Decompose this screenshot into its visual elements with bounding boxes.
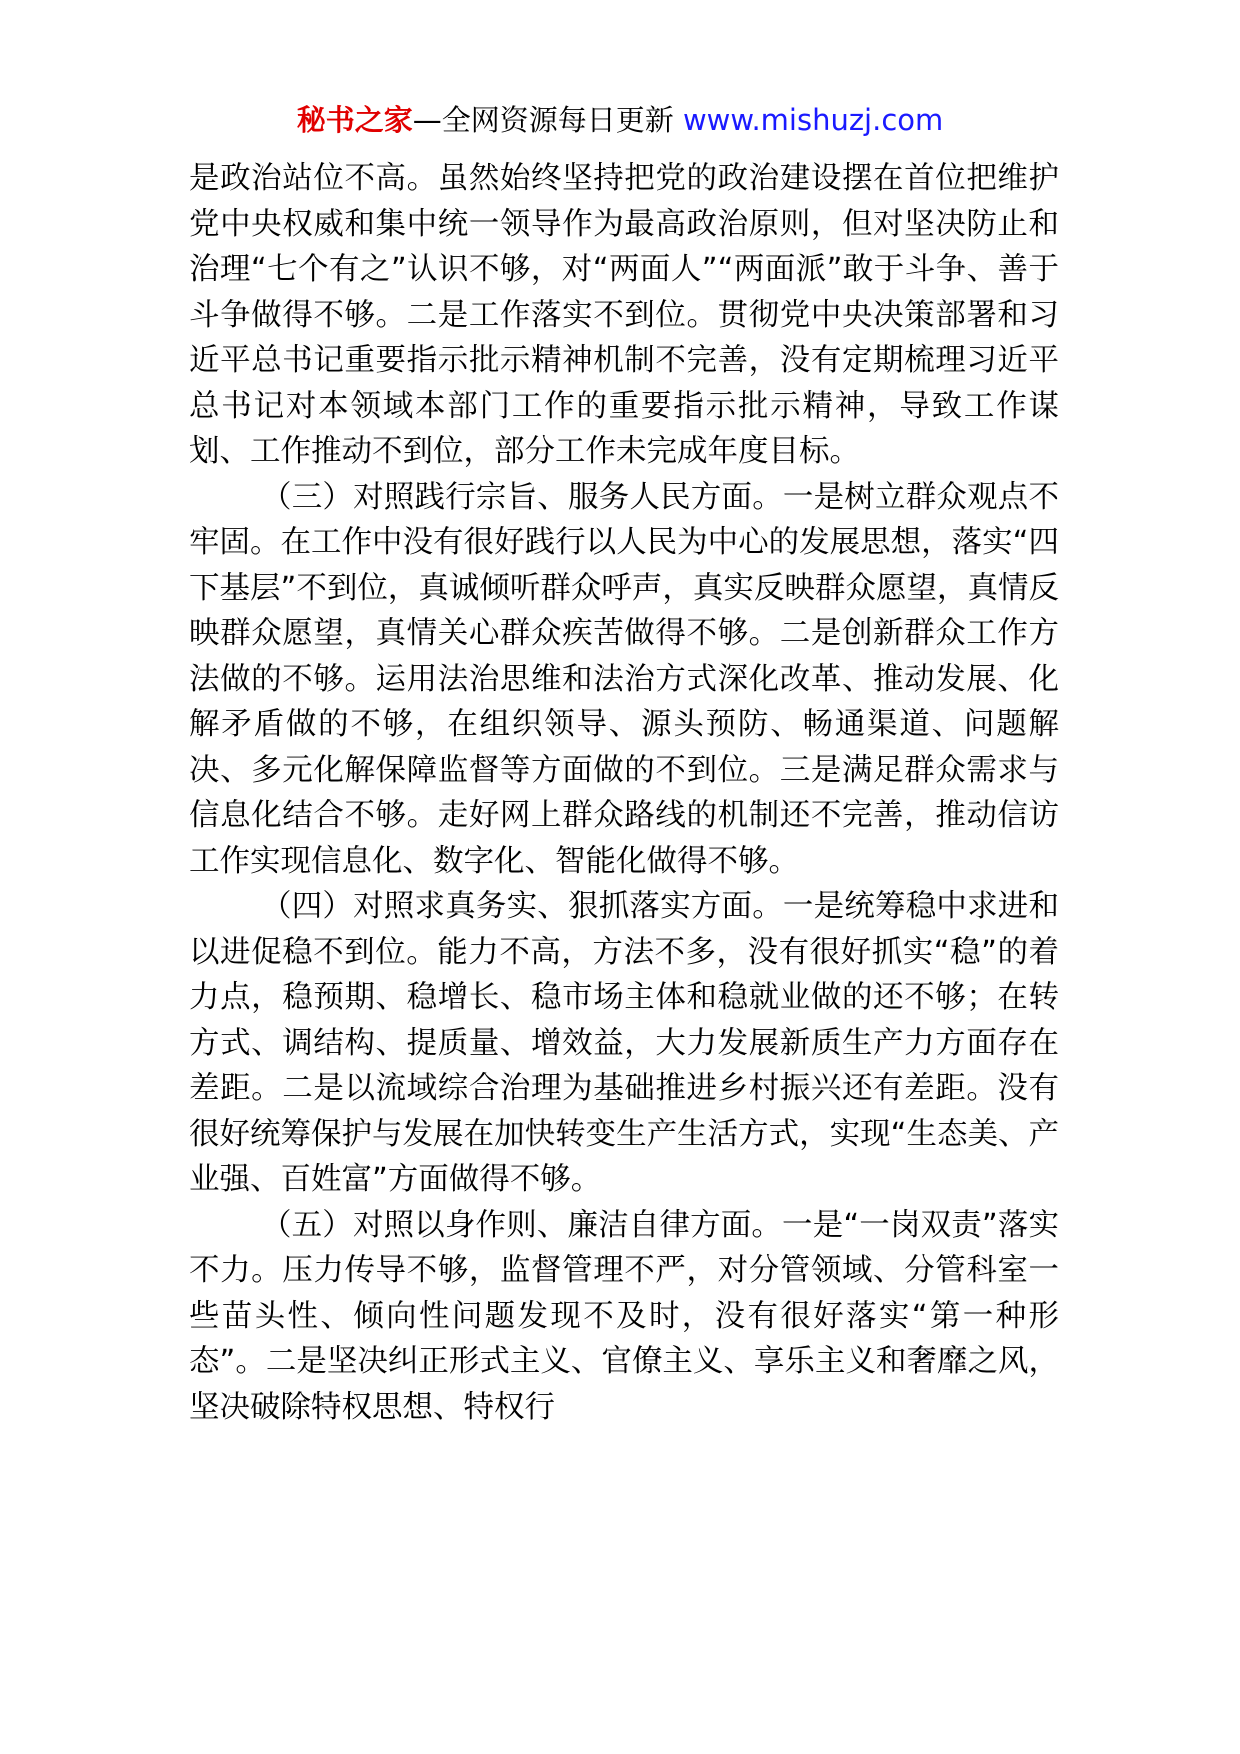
paragraph-section-4: （四）对照求真务实、狠抓落实方面。一是统筹稳中求进和以进促稳不到位。能力不高，方法不多，没有很好抓实“稳”的着力点，稳预期、稳增长、稳市场主体和稳就业做的还不够；在转方式、调结构、提质量、增效益，大力发展新质生产力方面存在差距。二是以流域综合治理为基础推进乡村振兴还有差距。没有很好统筹保护与发展在加快转变生产生活方式，实现“生态美、产业强、百姓富”方面做得不够。	[189, 889, 1059, 1197]
brand-slogan: —全网资源每日更新	[412, 103, 683, 137]
paragraph-section-5: （五）对照以身作则、廉洁自律方面。一是“一岗双责”落实不力。压力传导不够，监督管理不严，对分管领域、分管科室一些苗头性、倾向性问题发现不及时，没有很好落实“第一种形态”。二是坚决纠正形式主义、官僚主义、享乐主义和奢靡之风，坚决破除特权思想、特权行	[189, 1207, 1059, 1425]
page-header	[0, 98, 1240, 142]
site-url-link[interactable]: www.mishuzj.com	[682, 103, 944, 137]
document-body	[189, 156, 1059, 1430]
paragraph-continuation: 是政治站位不高。虽然始终坚持把党的政治建设摆在首位把维护党中央权威和集中统一领导作为最高政治原则，但对坚决防止和治理“七个有之”认识不够，对“两面人”“两面派”敢于斗争、善于斗争做得不够。二是工作落实不到位。贯彻党中央决策部署和习近平总书记重要指示批示精神机制不完善，没有定期梳理习近平总书记对本领域本部门工作的重要指示批示精神，导致工作谋划、工作推动不到位，部分工作未完成年度目标。	[189, 161, 1059, 469]
brand-name: 秘书之家	[296, 103, 413, 137]
paragraph-section-3: （三）对照践行宗旨、服务人民方面。一是树立群众观点不牢固。在工作中没有很好践行以人民为中心的发展思想，落实“四下基层”不到位，真诚倾听群众呼声，真实反映群众愿望，真情反映群众愿望，真情关心群众疾苦做得不够。二是创新群众工作方法做的不够。运用法治思维和法治方式深化改革、推动发展、化解矛盾做的不够，在组织领导、源头预防、畅通渠道、问题解决、多元化解保障监督等方面做的不到位。三是满足群众需求与信息化结合不够。走好网上群众路线的机制还不完善，推动信访工作实现信息化、数字化、智能化做得不够。	[189, 479, 1059, 879]
